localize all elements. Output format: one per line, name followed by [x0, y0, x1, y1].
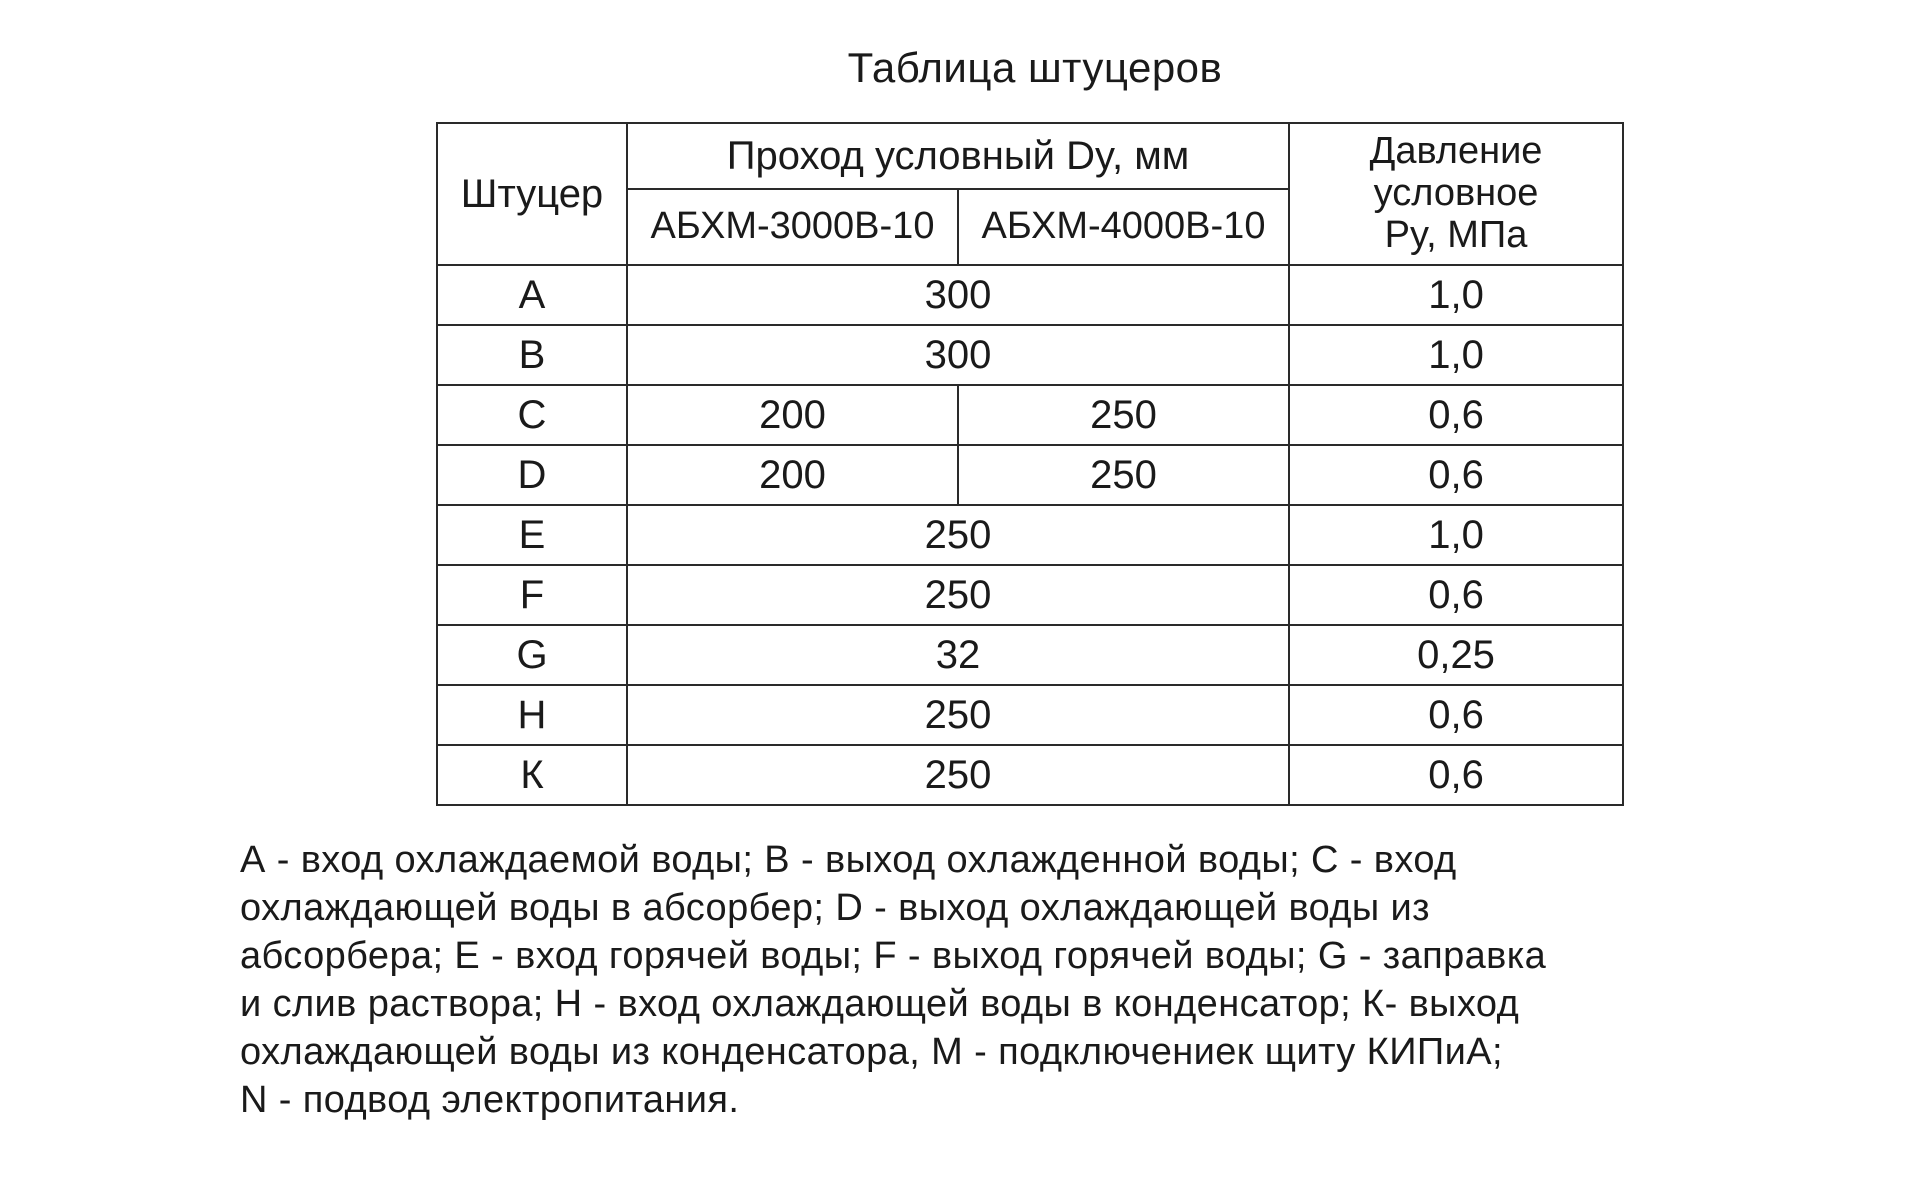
pressure-cell: 1,0: [1289, 505, 1623, 565]
notes-line: и слив раствора; Н - вход охлаждающей воды в конденсатор; К- выход: [240, 983, 1520, 1025]
table-row: [437, 325, 1623, 385]
fitting-cell: К: [437, 745, 627, 805]
bore-cell-model-1: 200: [627, 445, 958, 505]
notes-line: охлаждающей воды из конденсатора, М - подключениек щиту КИПиА;: [240, 1031, 1503, 1073]
notes-line: абсорбера; Е - вход горячей воды; F - выход горячей воды; G - заправка: [240, 935, 1547, 977]
fitting-cell: D: [437, 445, 627, 505]
fitting-cell: H: [437, 685, 627, 745]
fitting-cell: G: [437, 625, 627, 685]
legend-notes: [240, 836, 1760, 1124]
bore-cell-model-2: 250: [958, 385, 1289, 445]
pressure-cell: 1,0: [1289, 325, 1623, 385]
pressure-cell: 0,6: [1289, 565, 1623, 625]
pressure-cell: 0,25: [1289, 625, 1623, 685]
bore-cell-model-2: 250: [958, 445, 1289, 505]
fitting-cell: E: [437, 505, 627, 565]
table-row: [437, 445, 1623, 505]
notes-line: N - подвод электропитания.: [240, 1079, 740, 1121]
header-fitting: Штуцер: [437, 123, 627, 265]
bore-cell: 300: [627, 265, 1289, 325]
fittings-table: [436, 122, 1624, 806]
pressure-cell: 0,6: [1289, 685, 1623, 745]
table-row: [437, 625, 1623, 685]
pressure-cell: 0,6: [1289, 385, 1623, 445]
bore-cell: 250: [627, 505, 1289, 565]
table-row: [437, 565, 1623, 625]
header-model-1: АБХМ-3000В-10: [627, 189, 958, 265]
table-row: [437, 745, 1623, 805]
bore-cell: 250: [627, 745, 1289, 805]
fitting-cell: A: [437, 265, 627, 325]
header-nominal-bore: Проход условный Dy, мм: [627, 123, 1289, 189]
bore-cell-model-1: 200: [627, 385, 958, 445]
header-pressure: [1289, 123, 1623, 265]
notes-line: А - вход охлаждаемой воды; В - выход охлажденной воды; С - вход: [240, 839, 1457, 881]
fitting-cell: B: [437, 325, 627, 385]
pressure-cell: 0,6: [1289, 445, 1623, 505]
table-row: [437, 505, 1623, 565]
fitting-cell: C: [437, 385, 627, 445]
header-pressure-line1: Давление условное: [1369, 130, 1543, 215]
header-pressure-line2: Py, МПа: [1384, 213, 1528, 256]
header-model-2: АБХМ-4000В-10: [958, 189, 1289, 265]
table-row: [437, 685, 1623, 745]
page-title: Таблица штуцеров: [847, 44, 1223, 91]
table-row: [437, 265, 1623, 325]
pressure-cell: 0,6: [1289, 745, 1623, 805]
pressure-cell: 1,0: [1289, 265, 1623, 325]
bore-cell: 250: [627, 565, 1289, 625]
fitting-cell: F: [437, 565, 627, 625]
table-row: [437, 385, 1623, 445]
notes-line: охлаждающей воды в абсорбер; D - выход охлаждающей воды из: [240, 887, 1430, 929]
bore-cell: 32: [627, 625, 1289, 685]
bore-cell: 250: [627, 685, 1289, 745]
bore-cell: 300: [627, 325, 1289, 385]
